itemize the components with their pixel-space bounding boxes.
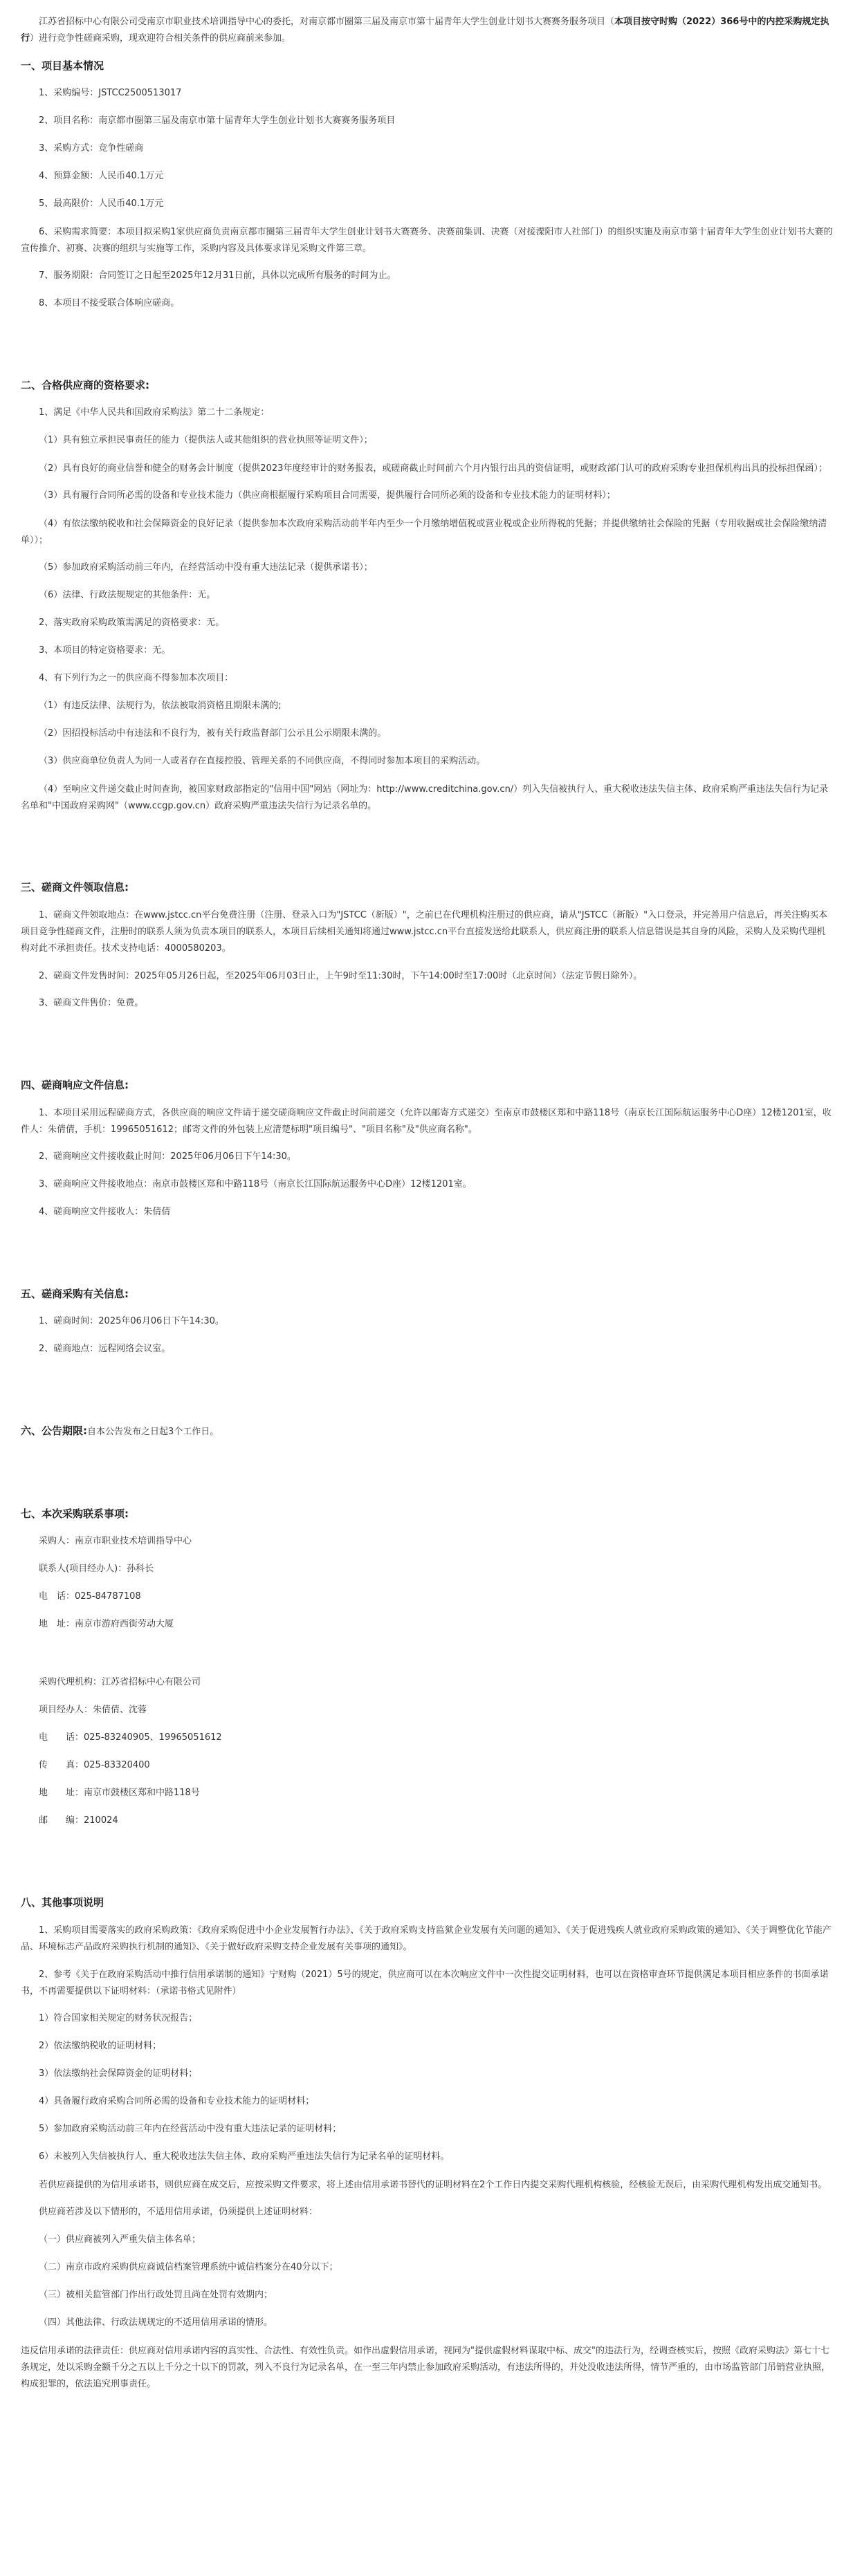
section-2-title: 二、合格供应商的资格要求: — [21, 379, 149, 391]
purchaser-contact: 联系人(项目经办人)：孙科长 — [39, 1564, 154, 1574]
s4-para-1: 1、本项目采用远程磋商方式，各供应商的响应文件请于递交磋商响应文件截止时间前递交（允许以邮寄方式递交）至南京市鼓楼区郑和中路118号（南京长江国际航运服务中心D座）12楼1201室，收件人：朱倩倩，手机：19965051612；邮寄文件的外包装上应清楚标明"项目编号"、"项目名称"及"供应商名称"。 — [21, 1108, 832, 1135]
s2-intro: 1、满足《中华人民共和国政府采购法》第二十二条规定： — [39, 407, 270, 418]
s1-line-3: 3、采购方式：竞争性磋商 — [39, 143, 144, 154]
s8-list2-1: （一）供应商被列入严重失信主体名单； — [39, 2234, 201, 2245]
s1-line-5: 5、最高限价：人民币40.1万元 — [39, 198, 164, 209]
intro-paragraph — [21, 14, 834, 47]
s2-line-3: 3、本项目的特定资格要求：无。 — [39, 645, 171, 656]
section-1-title: 一、项目基本情况 — [21, 59, 104, 72]
s4-para-3: 3、磋商响应文件接收地点：南京市鼓楼区郑和中路118号（南京长江国际航运服务中心D座）12楼1201室。 — [39, 1179, 472, 1189]
agency-phone: 电 话：025-83240905、19965051612 — [39, 1732, 222, 1743]
s8-list-4: 4）具备履行政府采购合同所必需的设备和专业技术能力的证明材料； — [39, 2096, 315, 2106]
s3-para-3: 3、磋商文件售价：免费。 — [39, 998, 144, 1008]
s8-list2-3: （三）被相关监管部门作出行政处罚且尚在处罚有效期内； — [39, 2290, 273, 2300]
s3-para-1: 1、磋商文件领取地点：在www.jstcc.cn平台免费注册（注册、登录入口为"JSTCC（新版）"，之前已在代理机构注册过的供应商，请从"JSTCC（新版）"入口登录，并完善用户信息后，再关注购买本项目竞争性磋商文件，注册时的联系人须为负责本项目的联系人，本项目后续相关通知将通过www.jstcc.cn平台直接发送给此联系人，供应商注册的联系人信息错误是其自身的风险，采购人及采购代理机构对此不承担责任。技术支持电话：4000580203。 — [21, 910, 828, 954]
section-6-text: 自本公告发布之日起3个工作日。 — [87, 1427, 219, 1437]
s1-line-8: 8、本项目不接受联合体响应磋商。 — [39, 298, 180, 308]
s8-list-2: 2）依法缴纳税收的证明材料； — [39, 2041, 162, 2051]
s8-list2-4: （四）其他法律、行政法规规定的不适用信用承诺的情形。 — [39, 2317, 273, 2328]
s8-list2-2: （二）南京市政府采购供应商诚信档案管理系统中诚信档案分在40分以下； — [39, 2262, 338, 2272]
s2-item4-2: （2）因招投标活动中有违法和不良行为，被有关行政监督部门公示且公示期限未满的。 — [39, 728, 387, 739]
s8-list-6: 6）未被列入失信被执行人、重大税收违法失信主体、政府采购严重违法失信行为记录名单的证明材料。 — [39, 2151, 450, 2162]
purchaser-address: 地 址：南京市游府西街劳动大厦 — [39, 1619, 174, 1629]
s5-para-2: 2、磋商地点：远程网络会议室。 — [39, 1344, 171, 1354]
agency-contact: 项目经办人：朱倩倩、沈蓉 — [39, 1705, 147, 1715]
section-5-title: 五、磋商采购有关信息: — [21, 1288, 129, 1300]
s4-para-2: 2、磋商响应文件接收截止时间：2025年06月06日下午14:30。 — [39, 1151, 296, 1162]
s8-para-5: 违反信用承诺的法律责任：供应商对信用承诺内容的真实性、合法性、有效性负责。如作出虚假信用承诺，视同为"提供虚假材料谋取中标、成交"的违法行为，经调查核实后，按照《政府采购法》第七十七条规定，处以采购金额千分之五以上千分之十以下的罚款，列入不良行为记录名单，在一至三年内禁止参加政府采购活动，有违法所得的，并处没收违法所得，情节严重的，由市场监管部门吊销营业执照，构成犯罪的，依法追究刑事责任。 — [21, 2346, 831, 2389]
section-6-title: 六、公告期限: — [21, 1425, 87, 1437]
section-4-title: 四、磋商响应文件信息: — [21, 1079, 129, 1091]
purchaser-name: 采购人：南京市职业技术培训指导中心 — [39, 1536, 192, 1546]
agency-fax: 传 真：025-83320400 — [39, 1760, 150, 1770]
s2-item-6: （6）法律、行政法规规定的其他条件：无。 — [39, 590, 216, 600]
section-6-line — [21, 1423, 834, 1440]
s8-para-1: 1、采购项目需要落实的政府采购政策：《政府采购促进中小企业发展暂行办法》、《关于政府采购支持监狱企业发展有关问题的通知》、《关于促进残疾人就业政府采购政策的通知》、《关于调整优化节能产品、环境标志产品政府采购执行机制的通知》、《关于做好政府采购支持企业发展有关事项的通知》。 — [21, 1925, 832, 1952]
section-7-title: 七、本次采购联系事项: — [21, 1508, 129, 1520]
s2-item-1: （1）具有独立承担民事责任的能力（提供法人或其他组织的营业执照等证明文件）； — [39, 435, 373, 445]
s2-item-3: （3）具有履行合同所必需的设备和专业技术能力（供应商根据履行采购项目合同需要，提供履行合同所必须的设备和专业技术能力的证明材料）； — [39, 490, 616, 501]
s8-list-3: 3）依法缴纳社会保障资金的证明材料； — [39, 2068, 198, 2079]
intro-text-bold: 本项目按守时购（2022）366号中的内控采购规定执行 — [21, 17, 829, 44]
s2-item4-1: （1）有违反法律、法规行为，依法被取消资格且期限未满的; — [39, 701, 282, 711]
s8-para-2: 2、参考《关于在政府采购活动中推行信用承诺制的通知》宁财购（2021）5号的规定，供应商可以在本次响应文件中一次性提交证明材料，也可以在资格审查环节提供满足本项目相应条件的书面承诺书，不再需要提供以下证明材料：（承诺书格式见附件） — [21, 1970, 829, 1996]
agency-name: 采购代理机构：江苏省招标中心有限公司 — [39, 1677, 201, 1687]
purchaser-phone: 电 话：025-84787108 — [39, 1591, 141, 1602]
s4-para-4: 4、磋商响应文件接收人：朱倩倩 — [39, 1207, 171, 1217]
s2-item-4: （4）有依法缴纳税收和社会保障资金的良好记录（提供参加本次政府采购活动前半年内至少一个月缴纳增值税或营业税或企业所得税的凭据；并提供缴纳社会保险的凭据（专用收据或社会保险缴纳清单））； — [21, 519, 827, 546]
s1-line-6: 6、采购需求简要：本项目拟采购1家供应商负责南京都市圈第三届青年大学生创业计划书大赛赛务、决赛前集训、决赛（对接溧阳市人社部门）的组织实施及南京市第十届青年大学生创业计划书大赛的宣传推介、初赛、决赛的组织与实施等工作，采购内容及具体要求详见采购文件第三章。 — [21, 227, 833, 254]
s2-item-2: （2）具有良好的商业信誉和健全的财务会计制度（提供2023年度经审计的财务报表，或磋商截止时间前六个月内银行出具的资信证明，或财政部门认可的政府采购专业担保机构出具的投标担保函）； — [39, 463, 827, 474]
intro-text-a: 江苏省招标中心有限公司受南京市职业技术培训指导中心的委托，对南京都市圈第三届及南京市第十届青年大学生创业计划书大赛赛务服务项目（ — [39, 17, 615, 27]
s8-para-4: 供应商若涉及以下情形的，不适用信用承诺，仍须提供上述证明材料： — [39, 2207, 318, 2217]
s2-line-2: 2、落实政府采购政策需满足的资格要求：无。 — [39, 618, 225, 628]
section-3-title: 三、磋商文件领取信息: — [21, 881, 129, 893]
s1-line-2: 2、项目名称：南京都市圈第三届及南京市第十届青年大学生创业计划书大赛赛务服务项目 — [39, 115, 396, 126]
agency-address: 地 址：南京市鼓楼区郑和中路118号 — [39, 1788, 200, 1798]
s2-item4-3: （3）供应商单位负责人为同一人或者存在直接控股、管理关系的不同供应商，不得同时参加本项目的采购活动。 — [39, 756, 486, 766]
s1-line-1: 1、采购编号：JSTCC2500513017 — [39, 88, 182, 98]
s1-line-4: 4、预算金额：人民币40.1万元 — [39, 171, 164, 181]
section-8-title: 八、其他事项说明 — [21, 1896, 104, 1909]
s2-line-4: 4、有下列行为之一的供应商不得参加本次项目： — [39, 673, 234, 683]
s5-para-1: 1、磋商时间：2025年06月06日下午14:30。 — [39, 1316, 224, 1326]
s2-item-5: （5）参加政府采购活动前三年内，在经营活动中没有重大违法记录（提供承诺书）； — [39, 562, 373, 573]
s1-line-7: 7、服务期限：合同签订之日起至2025年12月31日前，具体以完成所有服务的时间为止。 — [39, 270, 396, 281]
s3-para-2: 2、磋商文件发售时间：2025年05月26日起，至2025年06月03日止，上午9时至11:30时，下午14:00时至17:00时（北京时间）（法定节假日除外）。 — [39, 971, 643, 981]
s8-para-3: 若供应商提供的为信用承诺书，则供应商在成交后，应按采购文件要求，将上述由信用承诺书替代的证明材料在2个工作日内提交采购代理机构核验，经核验无误后，由采购代理机构发出成交通知书。 — [39, 2180, 827, 2190]
s8-list-1: 1）符合国家相关规定的财务状况报告； — [39, 2013, 198, 2023]
s2-item4-4: （4）至响应文件递交截止时间查询，被国家财政部指定的"信用中国"网站（网址为：http://www.creditchina.gov.cn/）列入失信被执行人、重大税收违法失信主体、政府采购严重违法失信行为记录名单和"中国政府采购网"（www.ccgp.gov.cn）政府采购严重违法失信行为记录名单的。 — [21, 784, 829, 811]
s8-list-5: 5）参加政府采购活动前三年内在经营活动中没有重大违法记录的证明材料； — [39, 2124, 342, 2134]
agency-postcode: 邮 编：210024 — [39, 1815, 118, 1826]
intro-text-c: ）进行竞争性磋商采购，现欢迎符合相关条件的供应商前来参加。 — [30, 33, 291, 44]
